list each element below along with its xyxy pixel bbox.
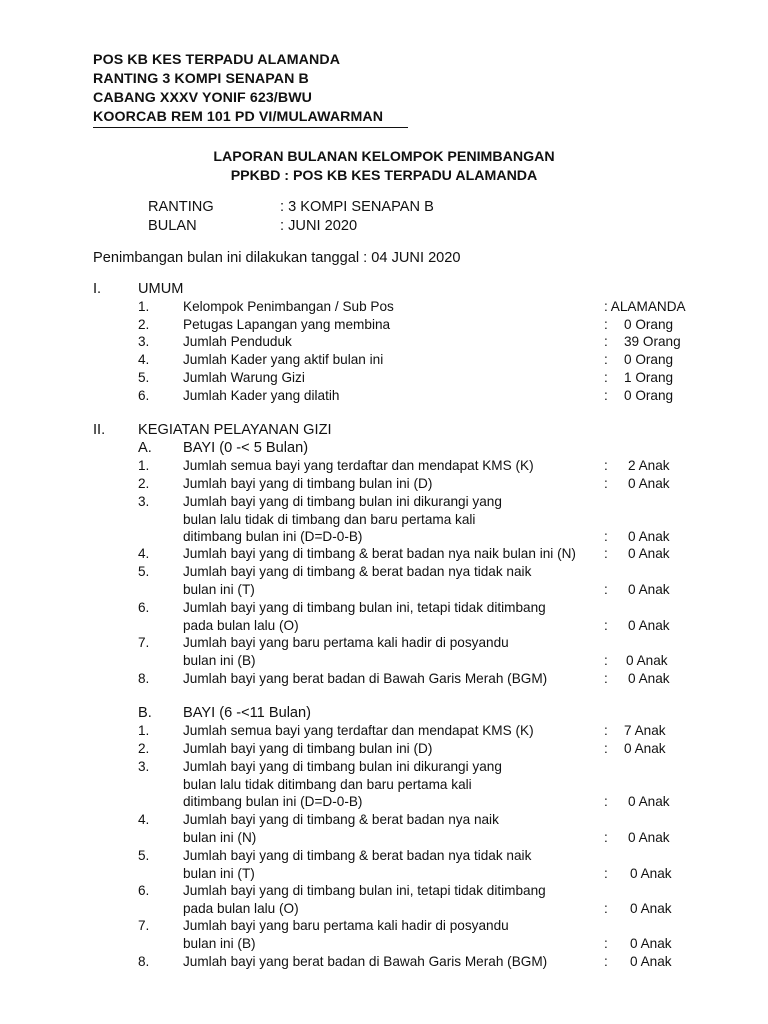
item-number: 2.	[138, 317, 150, 332]
report-title-line-1: LAPORAN BULANAN KELOMPOK PENIMBANGAN	[213, 149, 555, 165]
item-label: pada bulan lalu (O)	[183, 617, 299, 633]
item-number: 6.	[138, 600, 150, 615]
item-value: 39 Orang	[624, 334, 681, 349]
item-value: 0 Anak	[624, 741, 666, 756]
item-colon: :	[604, 829, 608, 845]
item-label: Jumlah bayi yang berat badan di Bawah Garis Merah (BGM)	[183, 671, 548, 686]
item-number: 4.	[138, 352, 150, 367]
item-colon: :	[604, 317, 608, 332]
section-1-title: UMUM	[138, 281, 184, 297]
item-value: 0 Anak	[628, 546, 670, 561]
item-number: 7.	[138, 918, 150, 933]
item-value: : ALAMANDA	[604, 299, 686, 314]
item-value: 2 Anak	[628, 458, 670, 473]
item-value: 0 Anak	[630, 900, 672, 916]
item-value: 0 Anak	[628, 476, 670, 491]
item-colon: :	[604, 458, 608, 473]
weighing-date-statement: Penimbangan bulan ini dilakukan tanggal : 04 JUNI 2020	[93, 250, 461, 266]
item-number: 2.	[138, 476, 150, 491]
header-underline	[93, 127, 408, 128]
section-2-title: KEGIATAN PELAYANAN GIZI	[138, 422, 332, 438]
item-label: Jumlah bayi yang di timbang & berat badan nya tidak naik	[183, 848, 532, 863]
item-number: 6.	[138, 883, 150, 898]
report-title-line-2: PPKBD : POS KB KES TERPADU ALAMANDA	[230, 168, 538, 184]
item-number: 8.	[138, 954, 150, 969]
item-number: 4.	[138, 546, 150, 561]
bulan-value: : JUNI 2020	[280, 218, 358, 234]
org-header-line-1: POS KB KES TERPADU ALAMANDA	[93, 52, 341, 68]
item-colon: :	[604, 741, 608, 756]
item-colon: :	[604, 652, 608, 668]
item-label: Jumlah bayi yang di timbang & berat badan nya naik	[183, 812, 499, 827]
item-value: 1 Orang	[624, 370, 674, 385]
item-colon: :	[604, 954, 608, 969]
item-label: Petugas Lapangan yang membina	[183, 317, 391, 332]
item-colon: :	[604, 476, 608, 491]
item-colon: :	[604, 370, 608, 385]
item-colon: :	[604, 617, 608, 633]
item-label: bulan ini (T)	[183, 581, 255, 597]
item-number: 1.	[138, 458, 150, 473]
item-label: Jumlah Kader yang dilatih	[183, 388, 340, 403]
item-number: 6.	[138, 388, 150, 403]
item-value: 0 Anak	[628, 671, 670, 686]
item-colon: :	[604, 388, 608, 403]
item-label: Jumlah bayi yang di timbang bulan ini dikurangi yang	[183, 494, 502, 509]
item-value: 0 Orang	[624, 388, 674, 403]
item-colon: :	[604, 334, 608, 349]
item-label: Jumlah bayi yang berat badan di Bawah Garis Merah (BGM)	[183, 954, 548, 969]
item-label: Jumlah bayi yang di timbang bulan ini (D)	[183, 741, 433, 756]
item-value: 0 Orang	[624, 317, 674, 332]
item-label: Jumlah Kader yang aktif bulan ini	[183, 352, 384, 367]
item-value: 0 Anak	[628, 529, 670, 545]
item-label: bulan ini (B)	[183, 652, 256, 668]
item-label: bulan lalu tidak di timbang dan baru pertama kali	[183, 511, 476, 527]
item-number: 3.	[138, 759, 150, 774]
item-colon: :	[604, 935, 608, 951]
item-label: Jumlah bayi yang di timbang bulan ini dikurangi yang	[183, 759, 502, 774]
item-colon: :	[604, 671, 608, 686]
item-value: 0 Anak	[626, 652, 668, 668]
item-colon: :	[604, 723, 608, 738]
item-value: 0 Anak	[630, 935, 672, 951]
item-label: Jumlah bayi yang di timbang bulan ini, tetapi tidak ditimbang	[183, 883, 546, 898]
item-number: 5.	[138, 848, 150, 863]
item-label: Jumlah Penduduk	[183, 334, 292, 349]
section-1-number: I.	[93, 281, 102, 297]
item-label: bulan ini (T)	[183, 865, 255, 881]
section-2-number: II.	[93, 422, 106, 438]
item-colon: :	[604, 581, 608, 597]
item-number: 5.	[138, 564, 150, 579]
item-colon: :	[604, 900, 608, 916]
item-label: ditimbang bulan ini (D=D-0-B)	[183, 529, 363, 545]
item-label: bulan ini (B)	[183, 935, 256, 951]
item-number: 3.	[138, 334, 150, 349]
item-colon: :	[604, 546, 608, 561]
item-label: pada bulan lalu (O)	[183, 900, 299, 916]
item-value: 0 Anak	[628, 794, 670, 810]
item-number: 7.	[138, 635, 150, 650]
item-label: Jumlah bayi yang baru pertama kali hadir di posyandu	[183, 918, 509, 933]
item-label: Jumlah bayi yang baru pertama kali hadir di posyandu	[183, 635, 509, 650]
item-number: 1.	[138, 723, 150, 738]
item-value: 0 Anak	[628, 581, 670, 597]
item-label: Jumlah semua bayi yang terdaftar dan mendapat KMS (K)	[183, 723, 534, 738]
item-value: 0 Orang	[624, 352, 674, 367]
item-label: bulan ini (N)	[183, 829, 257, 845]
item-colon: :	[604, 865, 608, 881]
item-number: 5.	[138, 370, 150, 385]
item-value: 0 Anak	[628, 617, 670, 633]
item-value: 0 Anak	[630, 954, 672, 969]
org-header-line-2: RANTING 3 KOMPI SENAPAN B	[93, 71, 309, 87]
item-colon: :	[604, 352, 608, 367]
item-label: Jumlah bayi yang di timbang & berat badan nya naik bulan ini (N)	[183, 546, 576, 561]
subsection-a-title: BAYI (0 -< 5 Bulan)	[183, 440, 309, 456]
ranting-value: : 3 KOMPI SENAPAN B	[280, 199, 434, 215]
item-number: 3.	[138, 494, 150, 509]
item-label: bulan lalu tidak ditimbang dan baru pertama kali	[183, 776, 472, 792]
item-colon: :	[604, 794, 608, 810]
item-number: 1.	[138, 299, 150, 314]
subsection-a-letter: A.	[138, 440, 152, 456]
item-label: Jumlah Warung Gizi	[183, 370, 305, 385]
subsection-b-title: BAYI (6 -<11 Bulan)	[183, 705, 312, 721]
item-value: 0 Anak	[630, 865, 672, 881]
org-header-line-3: CABANG XXXV YONIF 623/BWU	[93, 90, 313, 106]
item-value: 7 Anak	[624, 723, 666, 738]
item-label: ditimbang bulan ini (D=D-0-B)	[183, 794, 363, 810]
org-header-line-4: KOORCAB REM 101 PD VI/MULAWARMAN	[93, 109, 384, 125]
item-number: 4.	[138, 812, 150, 827]
subsection-b-letter: B.	[138, 705, 152, 721]
ranting-label: RANTING	[148, 199, 214, 215]
item-label: Jumlah bayi yang di timbang bulan ini, tetapi tidak ditimbang	[183, 600, 546, 615]
item-label: Jumlah bayi yang di timbang bulan ini (D)	[183, 476, 433, 491]
item-label: Jumlah bayi yang di timbang & berat badan nya tidak naik	[183, 564, 532, 579]
item-number: 2.	[138, 741, 150, 756]
item-colon: :	[604, 529, 608, 545]
item-number: 8.	[138, 671, 150, 686]
item-label: Kelompok Penimbangan / Sub Pos	[183, 299, 394, 314]
bulan-label: BULAN	[148, 218, 197, 234]
item-label: Jumlah semua bayi yang terdaftar dan mendapat KMS (K)	[183, 458, 534, 473]
item-value: 0 Anak	[628, 829, 670, 845]
